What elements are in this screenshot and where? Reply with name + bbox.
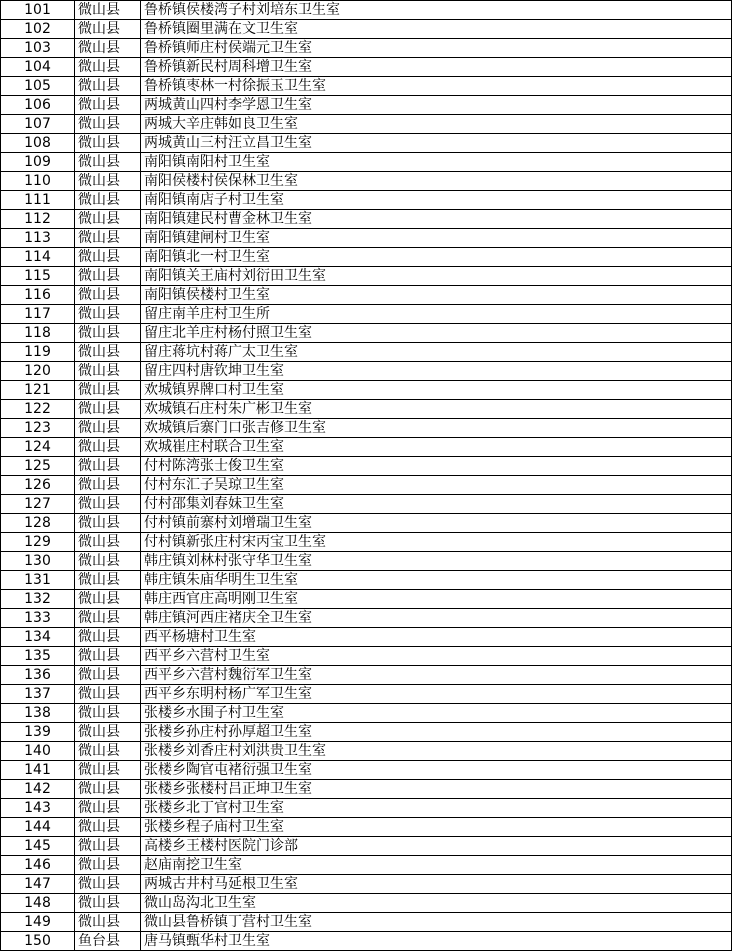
row-number-cell: 122: [1, 400, 75, 419]
row-number-cell: 121: [1, 381, 75, 400]
row-number-cell: 144: [1, 818, 75, 837]
table-row: [1, 324, 732, 343]
clinic-name-cell: 付村镇前寨村刘增瑞卫生室: [141, 514, 732, 533]
clinic-name-cell: 付村陈湾张士俊卫生室: [141, 457, 732, 476]
table-row: [1, 305, 732, 324]
clinic-name-cell: 欢城镇界牌口村卫生室: [141, 381, 732, 400]
table-row: [1, 780, 732, 799]
table-row: [1, 1, 732, 20]
clinic-name-cell: 两城黄山四村李学恩卫生室: [141, 96, 732, 115]
clinic-name-cell: 南阳侯楼村侯保林卫生室: [141, 172, 732, 191]
clinic-name-cell: 留庄蒋坑村蒋广太卫生室: [141, 343, 732, 362]
clinic-name-cell: 张楼乡水围子村卫生室: [141, 704, 732, 723]
table-row: [1, 571, 732, 590]
table-row: [1, 875, 732, 894]
county-cell: 微山县: [75, 305, 141, 324]
clinic-name-cell: 南阳镇南阳村卫生室: [141, 153, 732, 172]
row-number-cell: 134: [1, 628, 75, 647]
clinic-name-cell: 付村东汇子吴琼卫生室: [141, 476, 732, 495]
clinic-name-cell: 韩庄镇刘林村张守华卫生室: [141, 552, 732, 571]
row-number-cell: 135: [1, 647, 75, 666]
table-row: [1, 761, 732, 780]
clinic-name-cell: 张楼乡北丁官村卫生室: [141, 799, 732, 818]
table-row: [1, 457, 732, 476]
table-row: [1, 495, 732, 514]
clinic-name-cell: 韩庄镇朱庙华明生卫生室: [141, 571, 732, 590]
county-cell: 微山县: [75, 172, 141, 191]
row-number-cell: 109: [1, 153, 75, 172]
clinic-name-cell: 西平乡六营村魏衍军卫生室: [141, 666, 732, 685]
county-cell: 微山县: [75, 286, 141, 305]
table-row: [1, 894, 732, 913]
table-row: [1, 628, 732, 647]
clinic-name-cell: 鲁桥镇新民村周科增卫生室: [141, 58, 732, 77]
row-number-cell: 115: [1, 267, 75, 286]
clinic-name-cell: 高楼乡王楼村医院门诊部: [141, 837, 732, 856]
clinic-name-cell: 留庄南羊庄村卫生所: [141, 305, 732, 324]
clinic-name-cell: 南阳镇南店子村卫生室: [141, 191, 732, 210]
county-cell: 微山县: [75, 77, 141, 96]
county-cell: 微山县: [75, 837, 141, 856]
table-row: [1, 248, 732, 267]
table-row: [1, 229, 732, 248]
row-number-cell: 103: [1, 39, 75, 58]
county-cell: 微山县: [75, 343, 141, 362]
county-cell: 微山县: [75, 723, 141, 742]
county-cell: 微山县: [75, 362, 141, 381]
county-cell: 微山县: [75, 457, 141, 476]
table-row: [1, 723, 732, 742]
table-row: [1, 514, 732, 533]
county-cell: 微山县: [75, 324, 141, 343]
table-row: [1, 932, 732, 951]
row-number-cell: 114: [1, 248, 75, 267]
row-number-cell: 102: [1, 20, 75, 39]
table-row: [1, 210, 732, 229]
clinic-name-cell: 两城黄山三村汪立昌卫生室: [141, 134, 732, 153]
row-number-cell: 132: [1, 590, 75, 609]
table-row: [1, 552, 732, 571]
row-number-cell: 143: [1, 799, 75, 818]
county-cell: 微山县: [75, 647, 141, 666]
row-number-cell: 126: [1, 476, 75, 495]
county-cell: 鱼台县: [75, 932, 141, 951]
row-number-cell: 101: [1, 1, 75, 20]
table-row: [1, 533, 732, 552]
row-number-cell: 137: [1, 685, 75, 704]
row-number-cell: 110: [1, 172, 75, 191]
clinic-name-cell: 鲁桥镇师庄村侯端元卫生室: [141, 39, 732, 58]
county-cell: 微山县: [75, 761, 141, 780]
row-number-cell: 145: [1, 837, 75, 856]
row-number-cell: 117: [1, 305, 75, 324]
table-row: [1, 400, 732, 419]
row-number-cell: 105: [1, 77, 75, 96]
table-row: [1, 343, 732, 362]
table-row: [1, 647, 732, 666]
county-cell: 微山县: [75, 780, 141, 799]
table-row: [1, 134, 732, 153]
table-row: [1, 362, 732, 381]
row-number-cell: 113: [1, 229, 75, 248]
county-cell: 微山县: [75, 191, 141, 210]
row-number-cell: 107: [1, 115, 75, 134]
clinic-name-cell: 张楼乡张楼村吕正坤卫生室: [141, 780, 732, 799]
county-cell: 微山县: [75, 419, 141, 438]
table-row: [1, 742, 732, 761]
table-row: [1, 818, 732, 837]
table-row: [1, 685, 732, 704]
table-row: [1, 286, 732, 305]
clinic-name-cell: 欢城崔庄村联合卫生室: [141, 438, 732, 457]
row-number-cell: 120: [1, 362, 75, 381]
table-row: [1, 704, 732, 723]
county-cell: 微山县: [75, 571, 141, 590]
table-row: [1, 438, 732, 457]
row-number-cell: 133: [1, 609, 75, 628]
clinic-name-cell: 付村邵集刘春妹卫生室: [141, 495, 732, 514]
county-cell: 微山县: [75, 267, 141, 286]
table-row: [1, 666, 732, 685]
county-cell: 微山县: [75, 229, 141, 248]
county-cell: 微山县: [75, 875, 141, 894]
county-cell: 微山县: [75, 609, 141, 628]
table-row: [1, 476, 732, 495]
row-number-cell: 111: [1, 191, 75, 210]
clinic-name-cell: 鲁桥镇枣林一村徐振玉卫生室: [141, 77, 732, 96]
table-row: [1, 191, 732, 210]
row-number-cell: 149: [1, 913, 75, 932]
county-cell: 微山县: [75, 818, 141, 837]
table-row: [1, 381, 732, 400]
clinic-name-cell: 西平乡东明村杨广军卫生室: [141, 685, 732, 704]
row-number-cell: 124: [1, 438, 75, 457]
county-cell: 微山县: [75, 704, 141, 723]
county-cell: 微山县: [75, 799, 141, 818]
row-number-cell: 118: [1, 324, 75, 343]
clinic-name-cell: 留庄北羊庄村杨付照卫生室: [141, 324, 732, 343]
county-cell: 微山县: [75, 438, 141, 457]
table-row: [1, 856, 732, 875]
row-number-cell: 146: [1, 856, 75, 875]
clinic-name-cell: 南阳镇建民村曹金林卫生室: [141, 210, 732, 229]
county-cell: 微山县: [75, 552, 141, 571]
row-number-cell: 131: [1, 571, 75, 590]
table-row: [1, 172, 732, 191]
row-number-cell: 129: [1, 533, 75, 552]
county-cell: 微山县: [75, 400, 141, 419]
clinic-name-cell: 留庄四村唐钦坤卫生室: [141, 362, 732, 381]
table-body: [1, 1, 732, 951]
clinic-name-cell: 南阳镇北一村卫生室: [141, 248, 732, 267]
clinic-name-cell: 西平乡六营村卫生室: [141, 647, 732, 666]
county-cell: 微山县: [75, 96, 141, 115]
clinic-name-cell: 微山县鲁桥镇丁营村卫生室: [141, 913, 732, 932]
county-cell: 微山县: [75, 20, 141, 39]
table-row: [1, 96, 732, 115]
clinic-name-cell: 张楼乡刘香庄村刘洪贵卫生室: [141, 742, 732, 761]
row-number-cell: 116: [1, 286, 75, 305]
county-cell: 微山县: [75, 153, 141, 172]
row-number-cell: 142: [1, 780, 75, 799]
row-number-cell: 125: [1, 457, 75, 476]
clinic-name-cell: 张楼乡陶官屯褚衍强卫生室: [141, 761, 732, 780]
clinic-name-cell: 鲁桥镇侯楼湾子村刘培东卫生室: [141, 1, 732, 20]
county-cell: 微山县: [75, 856, 141, 875]
clinic-name-cell: 西平杨塘村卫生室: [141, 628, 732, 647]
county-cell: 微山县: [75, 58, 141, 77]
row-number-cell: 147: [1, 875, 75, 894]
county-cell: 微山县: [75, 1, 141, 20]
clinic-name-cell: 微山岛沟北卫生室: [141, 894, 732, 913]
table-row: [1, 913, 732, 932]
county-cell: 微山县: [75, 533, 141, 552]
table-row: [1, 609, 732, 628]
row-number-cell: 136: [1, 666, 75, 685]
row-number-cell: 119: [1, 343, 75, 362]
table-row: [1, 20, 732, 39]
clinic-name-cell: 南阳镇关王庙村刘衍田卫生室: [141, 267, 732, 286]
county-cell: 微山县: [75, 666, 141, 685]
table-row: [1, 39, 732, 58]
table-row: [1, 77, 732, 96]
county-cell: 微山县: [75, 248, 141, 267]
county-cell: 微山县: [75, 115, 141, 134]
row-number-cell: 138: [1, 704, 75, 723]
row-number-cell: 150: [1, 932, 75, 951]
row-number-cell: 141: [1, 761, 75, 780]
row-number-cell: 139: [1, 723, 75, 742]
row-number-cell: 127: [1, 495, 75, 514]
county-cell: 微山县: [75, 590, 141, 609]
county-cell: 微山县: [75, 514, 141, 533]
county-cell: 微山县: [75, 685, 141, 704]
county-cell: 微山县: [75, 210, 141, 229]
table-row: [1, 58, 732, 77]
clinic-name-cell: 赵庙南挖卫生室: [141, 856, 732, 875]
clinic-name-cell: 两城古井村马延根卫生室: [141, 875, 732, 894]
clinic-name-cell: 南阳镇建闸村卫生室: [141, 229, 732, 248]
clinic-name-cell: 张楼乡孙庄村孙厚超卫生室: [141, 723, 732, 742]
clinic-name-cell: 南阳镇侯楼村卫生室: [141, 286, 732, 305]
county-cell: 微山县: [75, 742, 141, 761]
table-row: [1, 267, 732, 286]
table-row: [1, 115, 732, 134]
clinic-name-cell: 欢城镇后寨门口张吉修卫生室: [141, 419, 732, 438]
row-number-cell: 123: [1, 419, 75, 438]
clinic-name-cell: 韩庄镇河西庄褚庆全卫生室: [141, 609, 732, 628]
table-row: [1, 153, 732, 172]
row-number-cell: 108: [1, 134, 75, 153]
county-cell: 微山县: [75, 628, 141, 647]
county-cell: 微山县: [75, 134, 141, 153]
table-row: [1, 837, 732, 856]
clinic-name-cell: 张楼乡程子庙村卫生室: [141, 818, 732, 837]
row-number-cell: 140: [1, 742, 75, 761]
table-row: [1, 799, 732, 818]
county-cell: 微山县: [75, 39, 141, 58]
row-number-cell: 148: [1, 894, 75, 913]
row-number-cell: 106: [1, 96, 75, 115]
clinic-name-cell: 唐马镇甄华村卫生室: [141, 932, 732, 951]
row-number-cell: 112: [1, 210, 75, 229]
county-cell: 微山县: [75, 913, 141, 932]
row-number-cell: 104: [1, 58, 75, 77]
county-cell: 微山县: [75, 381, 141, 400]
clinic-name-cell: 欢城镇石庄村朱广彬卫生室: [141, 400, 732, 419]
county-cell: 微山县: [75, 476, 141, 495]
clinic-name-cell: 鲁桥镇圈里满在文卫生室: [141, 20, 732, 39]
clinic-name-cell: 付村镇新张庄村宋丙宝卫生室: [141, 533, 732, 552]
county-cell: 微山县: [75, 495, 141, 514]
table-row: [1, 590, 732, 609]
county-cell: 微山县: [75, 894, 141, 913]
row-number-cell: 128: [1, 514, 75, 533]
table-row: [1, 419, 732, 438]
clinic-name-cell: 韩庄西官庄高明刚卫生室: [141, 590, 732, 609]
clinic-name-cell: 两城大辛庄韩如良卫生室: [141, 115, 732, 134]
row-number-cell: 130: [1, 552, 75, 571]
